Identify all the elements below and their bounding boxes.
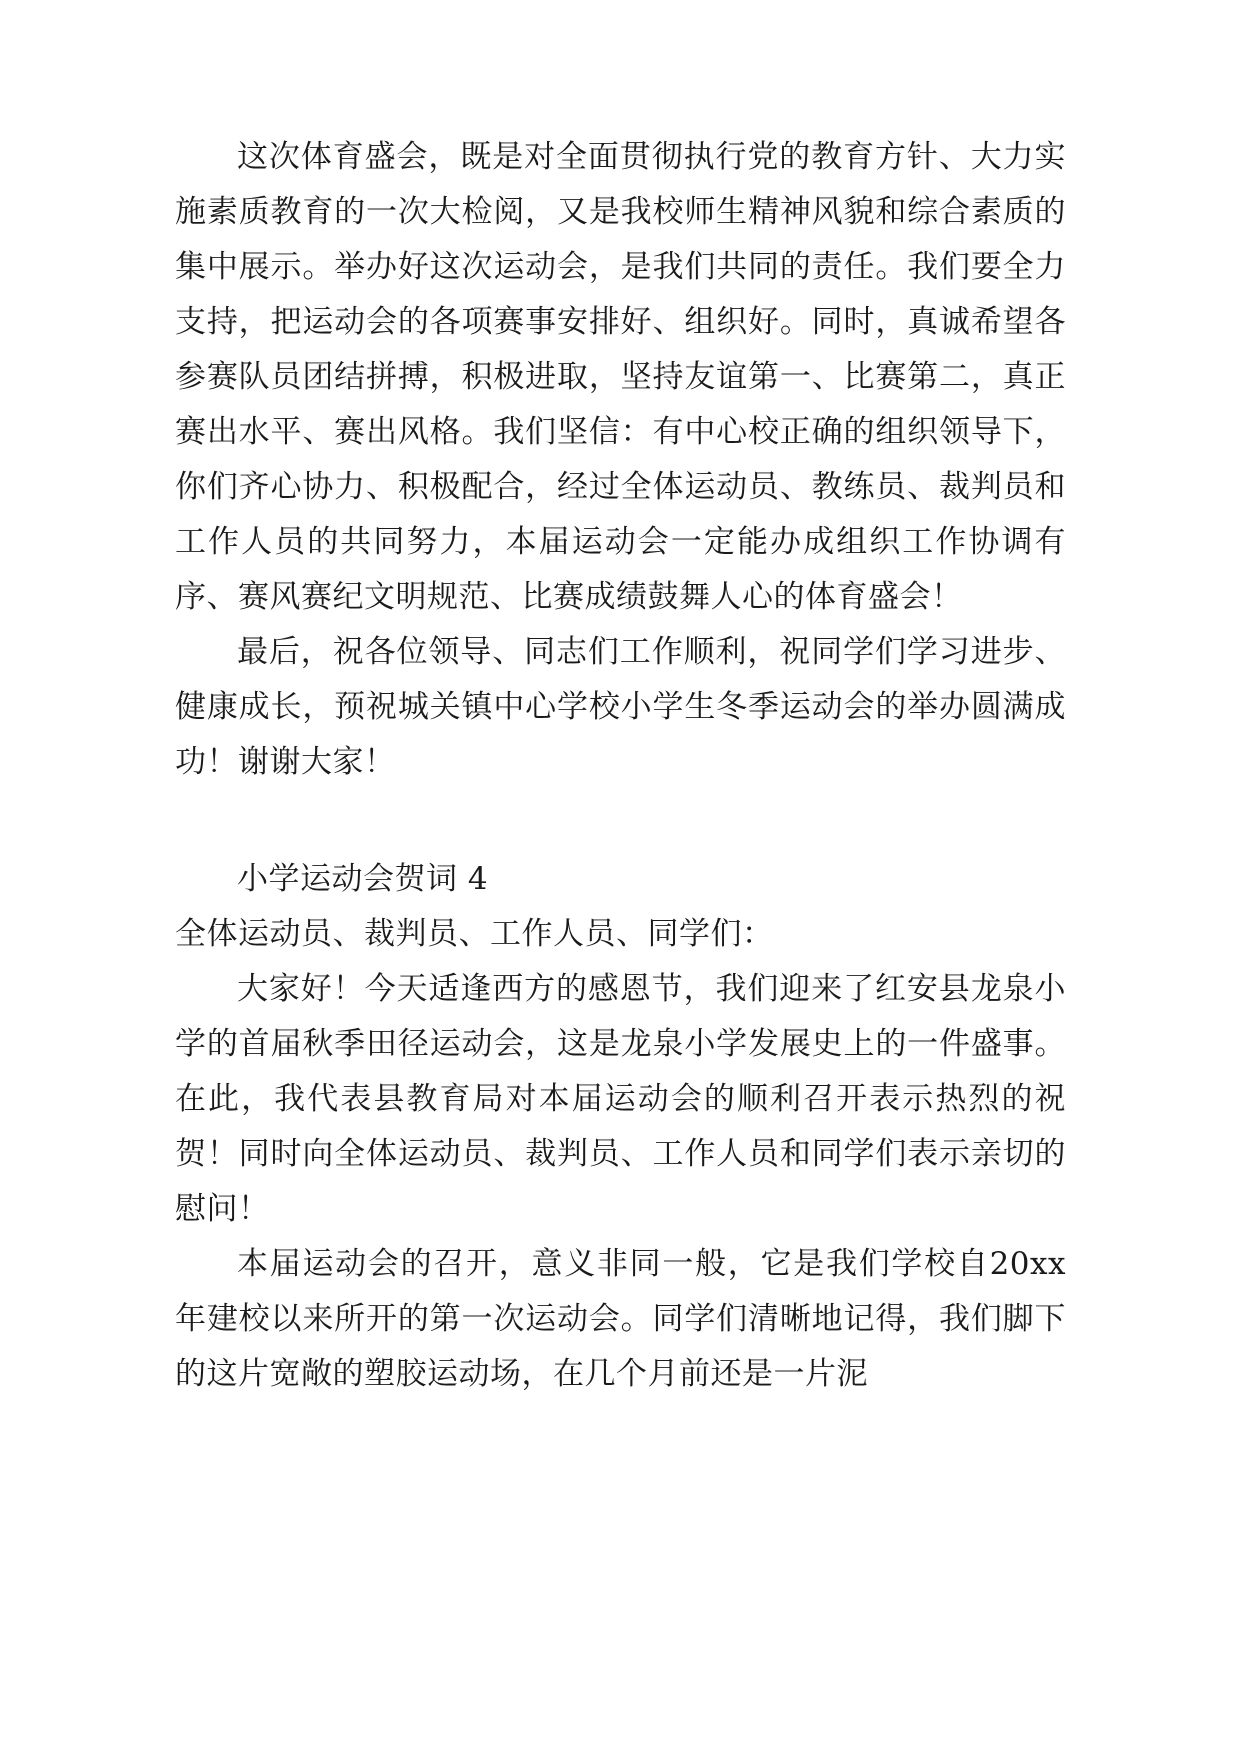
paragraph-4: 本届运动会的召开，意义非同一般，它是我们学校自20xx年建校以来所开的第一次运动会。同学们清晰地记得，我们脚下的这片宽敞的塑胶运动场，在几个月前还是一片泥 <box>175 1246 1066 1392</box>
section-spacer <box>175 790 1066 852</box>
salutation-line: 全体运动员、裁判员、工作人员、同学们： <box>175 916 774 952</box>
paragraph-2: 最后，祝各位领导、同志们工作顺利，祝同学们学习进步、健康成长，预祝城关镇中心学校小学生冬季运动会的举办圆满成功！谢谢大家！ <box>175 634 1066 780</box>
paragraph-1: 这次体育盛会，既是对全面贯彻执行党的教育方针、大力实施素质教育的一次大检阅，又是我校师生精神风貌和综合素质的集中展示。举办好这次运动会，是我们共同的责任。我们要全力支持，把运动会的各项赛事安排好、组织好。同时，真诚希望各参赛队员团结拼搏，积极进取，坚持友谊第一、比赛第二，真正赛出水平、赛出风格。我们坚信：有中心校正确的组织领导下，你们齐心协力、积极配合，经过全体运动员、教练员、裁判员和工作人员的共同努力，本届运动会一定能办成组织工作协调有序、赛风赛纪文明规范、比赛成绩鼓舞人心的体育盛会！ <box>175 139 1066 615</box>
paragraph-3: 大家好！今天适逢西方的感恩节，我们迎来了红安县龙泉小学的首届秋季田径运动会，这是龙泉小学发展史上的一件盛事。在此，我代表县教育局对本届运动会的顺利召开表示热烈的祝贺！同时向全体运动员、裁判员、工作人员和同学们表示亲切的慰问！ <box>175 971 1066 1227</box>
section-heading-xiaoxue-yundonghui-heci-4: 小学运动会贺词 4 <box>237 861 489 897</box>
document-body <box>175 130 1066 1402</box>
